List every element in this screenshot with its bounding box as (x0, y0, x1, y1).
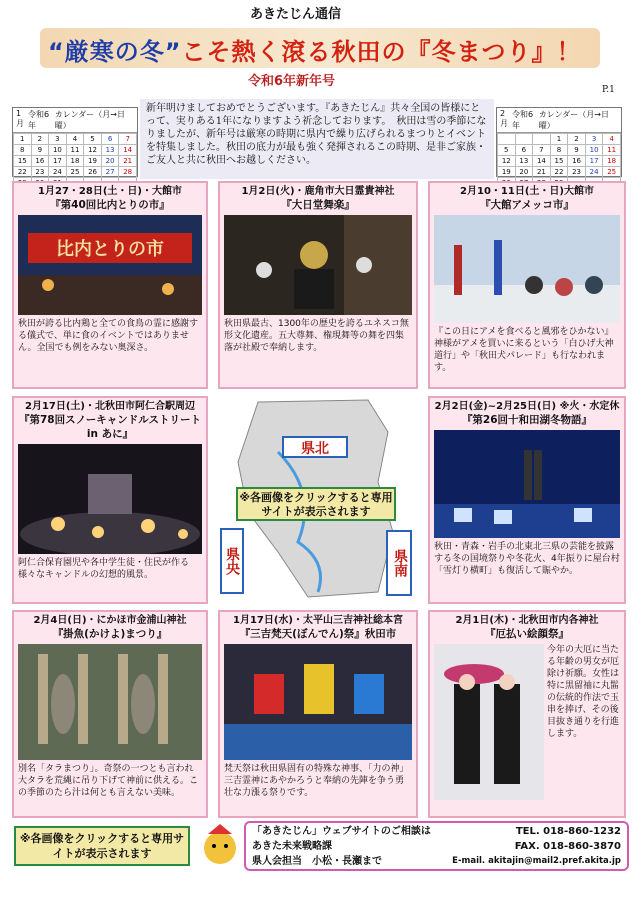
page-title: “厳寒の冬”こそ熱く滾る秋田の『冬まつり』！ (48, 38, 582, 66)
calendar-day: 14 (119, 145, 137, 156)
calendar-day: 9 (31, 145, 49, 156)
region-south-label[interactable]: 県南 (386, 530, 412, 596)
calendar-day: 2 (568, 134, 586, 145)
edition-label: 令和6年新年号 (248, 74, 336, 89)
event-description: 阿仁合保育園児や各中学生徒・住民が作る様々なキャンドルの幻想的風景。 (18, 558, 190, 580)
event-description: 梵天祭は秋田県固有の特殊な神事、「力の神」三吉霊神にあやかろうと奉納の先陣を争う勇壮な力漲る祭りです。 (224, 764, 409, 798)
calendar-day: 25 (603, 167, 621, 178)
contact-box (244, 821, 629, 871)
region-center-label[interactable]: 県央 (220, 528, 244, 594)
contact-fax: FAX. 018-860-3870 (514, 841, 621, 852)
calendar-day: 21 (119, 156, 137, 167)
calendar-day: 22 (14, 167, 32, 178)
calendar-day: 10 (49, 145, 67, 156)
calendar-day: 20 (515, 167, 533, 178)
event-photo[interactable] (224, 215, 412, 315)
calendar-month: 1月 (16, 109, 24, 128)
calendar-day: 8 (14, 145, 32, 156)
event-description: 秋田県最古、1300年の歴史を誇るユネスコ無形文化遺産。五大尊舞、権現舞等の舞を四集落が社殿で奉納します。 (224, 319, 409, 353)
event-date: 1月27・28日(土・日)・大館市 (38, 186, 182, 197)
event-title: 『三吉梵天(ぼんでん)祭』秋田市 (239, 628, 397, 640)
event-card-kakeyo-matsuri[interactable] (12, 610, 208, 818)
calendar-day: 22 (550, 167, 568, 178)
calendar-day: 10 (585, 145, 603, 156)
event-description: 別名「タラまつり」。奇祭の一つとも言われ大タラを荒縄に吊り下げて神前に供える。この季節のたら汁は何とも言えない美味。 (18, 764, 199, 798)
calendar-day: 17 (585, 156, 603, 167)
calendar-day: 25 (66, 167, 84, 178)
calendar-day: 16 (31, 156, 49, 167)
calendar-day: 1 (14, 134, 32, 145)
event-photo[interactable] (18, 215, 202, 315)
mascot-icon (198, 822, 242, 870)
calendar-day (498, 134, 516, 145)
contact-dept: あきた未来戦略課 (252, 841, 332, 852)
event-title: 『第40回比内とりの市』 (50, 199, 170, 211)
calendar-day: 12 (498, 156, 516, 167)
calendar-day: 4 (603, 134, 621, 145)
calendar-day: 1 (550, 134, 568, 145)
event-title: 『掛魚(かけよ)まつり』 (52, 628, 168, 640)
calendar-day: 9 (568, 145, 586, 156)
event-title: 『第26回十和田湖冬物語』 (461, 414, 593, 426)
calendar-day: 6 (101, 134, 119, 145)
calendar-day: 15 (550, 156, 568, 167)
event-description: 秋田・青森・岩手の北東北三県の芸能を披露する冬の国境祭りや冬花火、4年振りに屋台村「雪灯り横町」も復活して賑やか。 (434, 542, 620, 576)
calendar-day: 20 (101, 156, 119, 167)
calendar-day: 13 (515, 156, 533, 167)
contact-title: 「あきたじん」ウェブサイトのご相談は (252, 826, 431, 837)
event-photo[interactable] (434, 644, 544, 800)
site-link-note[interactable]: ※各画像をクリックすると専用サイトが表示されます (236, 487, 396, 521)
calendar-day: 24 (585, 167, 603, 178)
calendar-day: 6 (515, 145, 533, 156)
calendar-day (515, 134, 533, 145)
calendar-day: 19 (84, 156, 102, 167)
contact-staff: 県人会担当 小松・長瀬まで (252, 856, 382, 867)
calendar-day: 23 (568, 167, 586, 178)
calendar-january (12, 107, 138, 177)
event-card-hinai-tori-no-ichi[interactable] (12, 181, 208, 389)
event-card-dainichido-bugaku[interactable] (218, 181, 418, 389)
calendar-era: 令和6年 (512, 110, 534, 130)
calendar-day: 7 (119, 134, 137, 145)
event-date: 2月4日(日)・にかほ市金浦山神社 (33, 615, 187, 626)
calendar-day: 5 (498, 145, 516, 156)
calendar-february (496, 107, 622, 177)
calendar-day: 11 (603, 145, 621, 156)
event-card-odate-amekko[interactable] (428, 181, 626, 389)
event-description: 今年の大厄に当たる年齢の男女が厄除け祈願。女性は特に黒留袖に丸髷の伝統的作法で玉串を捧げ、その後目抜き通りを行進します。 (547, 645, 620, 739)
event-card-yakubarai[interactable] (428, 610, 626, 818)
event-description: 秋田が誇る比内鶏と全ての食鳥の霊に感謝する儀式で、単に食のイベントではありません。全国でも例をみない奥深さ。 (18, 319, 199, 353)
calendar-day: 12 (84, 145, 102, 156)
contact-email[interactable]: E-mail. akitajin@mail2.pref.akita.jp (452, 856, 621, 866)
calendar-day: 14 (533, 156, 551, 167)
calendar-day: 7 (533, 145, 551, 156)
calendar-day: 11 (66, 145, 84, 156)
event-card-miyoshi-bonten[interactable] (218, 610, 418, 818)
region-north-label[interactable]: 県北 (282, 436, 348, 458)
svg-text:比内とりの市: 比内とりの市 (56, 239, 164, 260)
calendar-day: 21 (533, 167, 551, 178)
event-card-snow-candle[interactable] (12, 396, 208, 604)
calendar-day: 5 (84, 134, 102, 145)
calendar-day: 15 (14, 156, 32, 167)
event-photo[interactable] (434, 215, 620, 323)
greeting-text: 新年明けましておめでとうございます。『あきたじん』共々全国の皆様にとって、実りある1年になりますよう祈念しております。 秋田は雪の季節になりましたが、新年号は厳寒の時期に県内で繰り広げられるまつりとイベントを特集しました。秋田の底力が最も強く発揮されるこの時期、是非ご家族・ご友人と共に秋田へお越しください。 (140, 99, 494, 179)
event-title: 『大日堂舞楽』 (281, 199, 355, 211)
calendar-day: 18 (66, 156, 84, 167)
event-date: 2月10・11日(土・日)大館市 (460, 186, 594, 197)
event-title: 『第78回スノーキャンドルストリート in あに』 (19, 414, 201, 440)
event-title: 『大館アメッコ市』 (480, 199, 574, 211)
calendar-day: 23 (31, 167, 49, 178)
calendar-day (533, 134, 551, 145)
newsletter-name: あきたじん通信 (250, 7, 342, 22)
calendar-day: 27 (101, 167, 119, 178)
calendar-day: 13 (101, 145, 119, 156)
calendar-day: 4 (66, 134, 84, 145)
calendar-era: 令和6年 (28, 110, 50, 130)
site-link-note-bottom[interactable]: ※各画像をクリックすると専用サイトが表示されます (14, 826, 190, 866)
calendar-day: 3 (49, 134, 67, 145)
calendar-day: 28 (119, 167, 137, 178)
event-date: 2月2日(金)~2月25日(日) ※火・水定休 (434, 401, 620, 412)
calendar-day: 26 (84, 167, 102, 178)
calendar-day: 17 (49, 156, 67, 167)
event-description: 『この日にアメを食べると風邪をひかない』神様がアメを買いに来るという「白ひげ大神道行」や「秋田犬パレード」も行なわれます。 (434, 327, 614, 373)
page-number: P.1 (602, 85, 615, 95)
event-photo[interactable] (18, 644, 202, 760)
calendar-month: 2月 (500, 109, 508, 128)
calendar-day: 24 (49, 167, 67, 178)
event-card-towada-winter[interactable] (428, 396, 626, 604)
event-date: 1月17日(水)・太平山三吉神社総本宮 (232, 615, 403, 626)
calendar-day: 18 (603, 156, 621, 167)
calendar-label: カレンダー（月→日曜） (538, 110, 609, 130)
event-title: 『厄払い絵顔祭』 (485, 628, 569, 640)
calendar-day: 8 (550, 145, 568, 156)
calendar-label: カレンダー（月→日曜） (54, 110, 125, 130)
event-date: 1月2日(火)・鹿角市大日霊貴神社 (241, 186, 395, 197)
calendar-day: 16 (568, 156, 586, 167)
contact-tel[interactable]: TEL. 018-860-1232 (515, 826, 621, 837)
event-photo[interactable] (18, 444, 202, 554)
calendar-day: 2 (31, 134, 49, 145)
calendar-day: 3 (585, 134, 603, 145)
calendar-day: 19 (498, 167, 516, 178)
event-date: 2月1日(木)・北秋田市内各神社 (455, 615, 599, 626)
event-date: 2月17日(土)・北秋田市阿仁合駅周辺 (24, 401, 195, 412)
event-photo[interactable] (224, 644, 412, 760)
event-photo[interactable] (434, 430, 620, 538)
